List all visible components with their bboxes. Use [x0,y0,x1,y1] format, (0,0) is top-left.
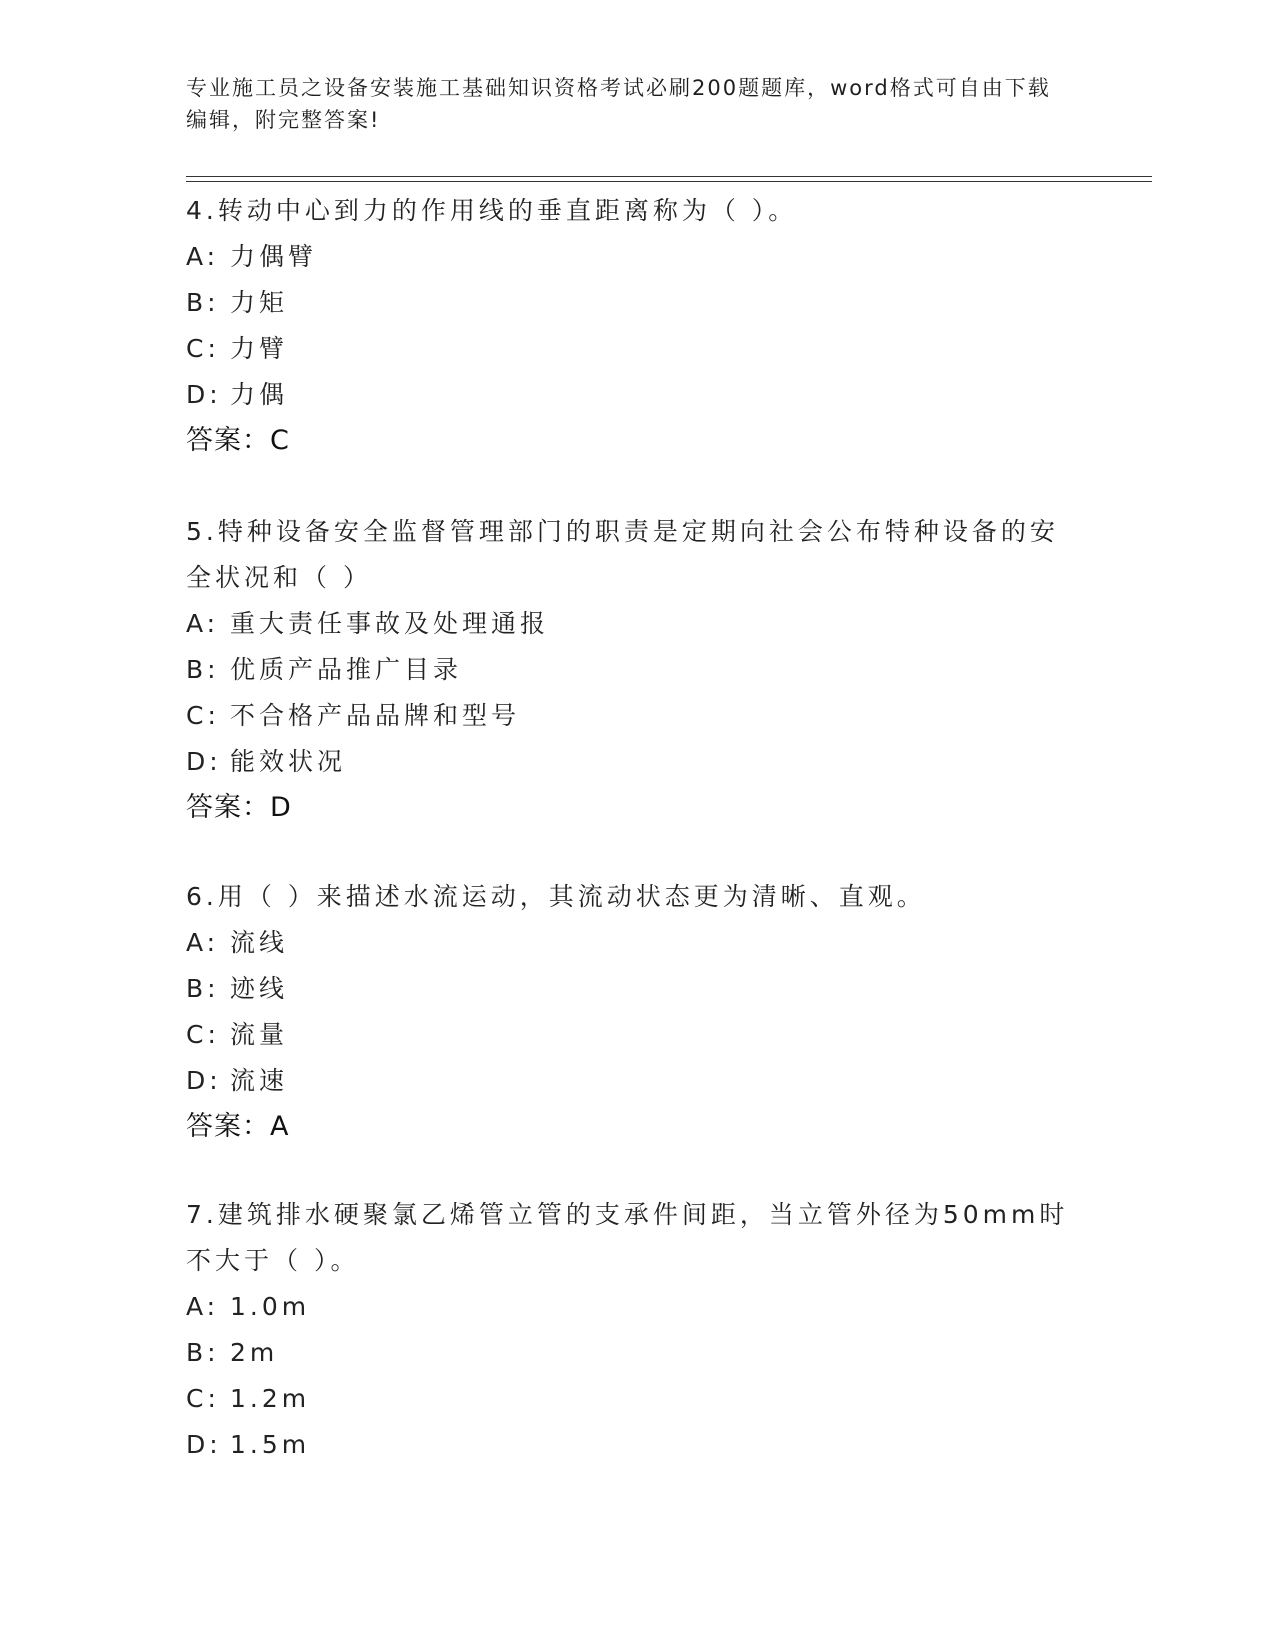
answer: 答案：D [186,792,292,823]
option-letter: D: [186,747,222,776]
option-letter: A: [186,242,220,271]
option-text: 迹线 [230,974,289,1003]
option-text: 不合格产品品牌和型号 [230,701,521,730]
option-letter: D: [186,1066,222,1095]
option-text: 力偶 [230,380,289,409]
option-letter: C: [186,1020,220,1049]
answer: 答案：A [186,1111,290,1142]
option-a [186,1284,1086,1330]
option-letter: C: [186,1384,220,1413]
question-stem: 6.用（ ）来描述水流运动，其流动状态更为清晰、直观。 [186,882,926,911]
option-c [186,326,1086,372]
option-letter: D: [186,1430,222,1459]
option-text: 1.5m [230,1430,311,1459]
header-divider-bottom [186,181,1152,182]
option-letter: A: [186,609,220,638]
question-4 [186,188,1086,464]
option-letter: D: [186,380,222,409]
option-d [186,372,1086,418]
option-b [186,647,1086,693]
option-text: 力偶臂 [230,242,318,271]
option-text: 力臂 [230,334,289,363]
option-text: 重大责任事故及处理通报 [230,609,550,638]
option-d [186,1422,1086,1468]
answer: 答案：C [186,425,290,456]
option-d [186,739,1086,785]
option-text: 力矩 [230,288,289,317]
option-letter: A: [186,1292,220,1321]
option-b [186,280,1086,326]
option-a [186,234,1086,280]
option-a [186,601,1086,647]
option-text: 1.0m [230,1292,311,1321]
option-letter: C: [186,701,220,730]
option-text: 1.2m [230,1384,311,1413]
header-divider-top [186,176,1152,177]
option-letter: B: [186,288,220,317]
option-text: 流量 [230,1020,289,1049]
option-a [186,920,1086,966]
option-letter: B: [186,974,220,1003]
option-c [186,1012,1086,1058]
option-b [186,1330,1086,1376]
option-text: 流线 [230,928,289,957]
option-letter: C: [186,334,220,363]
option-text: 能效状况 [230,747,347,776]
question-stem: 7.建筑排水硬聚氯乙烯管立管的支承件间距，当立管外径为50mm时不大于（ ）。 [186,1200,1069,1275]
question-stem: 5.特种设备安全监督管理部门的职责是定期向社会公布特种设备的安全状况和（ ） [186,517,1059,592]
option-letter: B: [186,1338,220,1367]
question-7 [186,1192,1086,1468]
option-text: 优质产品推广目录 [230,655,463,684]
option-c [186,693,1086,739]
option-c [186,1376,1086,1422]
option-d [186,1058,1086,1104]
option-letter: B: [186,655,220,684]
option-b [186,966,1086,1012]
document-header: 专业施工员之设备安装施工基础知识资格考试必刷200题题库，word格式可自由下载编辑，附完整答案! [186,76,1051,132]
option-letter: A: [186,928,220,957]
question-5 [186,509,1086,831]
question-6 [186,874,1086,1150]
question-stem: 4.转动中心到力的作用线的垂直距离称为（ ）。 [186,196,798,225]
option-text: 流速 [230,1066,289,1095]
option-text: 2m [230,1338,279,1367]
